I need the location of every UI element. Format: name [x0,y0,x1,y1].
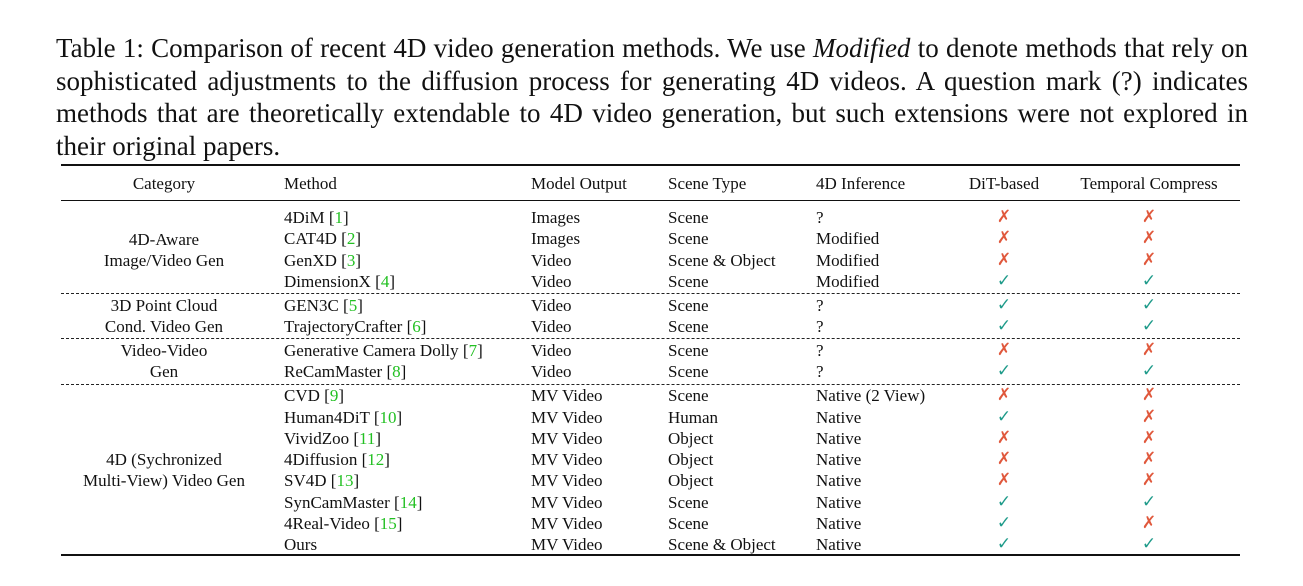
method-name: GEN3C [284,296,339,315]
header-dit-based: DiT-based [968,174,1040,193]
cross-icon: ✗ [1141,513,1157,533]
model-output-cell: Video [531,341,572,360]
scene-type-cell: Scene & Object [668,535,776,554]
inference-cell: ? [816,296,824,315]
inference-cell: ? [816,317,824,336]
cross-icon: ✗ [996,207,1012,227]
header-4d-inference: 4D Inference [816,174,906,193]
category-label: Cond. Video Gen [104,317,224,336]
inference-cell: Modified [816,229,880,248]
citation-link[interactable]: 8 [392,362,401,381]
cross-icon: ✗ [996,470,1012,490]
caption-suffix: to denote methods that rely on sophisticated adjustments to the diffusion process for generating 4D videos. A question mark (?) indicates methods that are theoretically extendable to 4D video generation, but such extensions were not explored in their original papers. [56,33,1248,161]
header-rule [61,200,1240,201]
method-name: SV4D [284,471,327,490]
method-cell: SynCamMaster [14] [284,493,423,512]
check-icon: ✓ [996,513,1012,533]
category-label: Multi-View) Video Gen [83,471,245,490]
method-cell: GenXD [3] [284,251,361,270]
model-output-cell: MV Video [531,514,603,533]
check-icon: ✓ [996,271,1012,291]
model-output-cell: Video [531,317,572,336]
check-icon: ✓ [996,316,1012,336]
inference-cell: Modified [816,272,880,291]
inference-cell: Native [816,450,862,469]
caption-prefix: Table 1: Comparison of recent 4D video generation methods. We use [56,33,813,63]
inference-cell: ? [816,208,824,227]
model-output-cell: MV Video [531,471,603,490]
scene-type-cell: Human [668,408,719,427]
check-icon: ✓ [1141,271,1157,291]
method-cell: 4DiM [1] [284,208,349,227]
model-output-cell: Images [531,229,581,248]
citation-link[interactable]: 12 [367,450,385,469]
category-label: Video-Video [120,341,208,360]
scene-type-cell: Scene [668,493,709,512]
check-icon: ✓ [996,492,1012,512]
scene-type-cell: Object [668,471,714,490]
cross-icon: ✗ [1141,228,1157,248]
citation-link[interactable]: 3 [346,251,356,270]
method-name: CVD [284,386,320,405]
model-output-cell: Video [531,272,572,291]
cross-icon: ✗ [1141,407,1157,427]
table-top-rule [61,164,1240,166]
check-icon: ✓ [1141,295,1157,315]
method-cell: GEN3C [5] [284,296,363,315]
model-output-cell: MV Video [531,386,603,405]
cross-icon: ✗ [1141,385,1157,405]
inference-cell: Native [816,535,862,554]
header-method: Method [284,174,337,193]
model-output-cell: Images [531,208,581,227]
check-icon: ✓ [996,361,1012,381]
citation-link[interactable]: 4 [380,272,390,291]
method-cell: ReCamMaster [8] [284,362,407,381]
citation-link[interactable]: 6 [412,317,421,336]
citation-link[interactable]: 15 [379,514,397,533]
inference-cell: ? [816,362,824,381]
inference-cell: Native [816,408,862,427]
method-cell: Generative Camera Dolly [7] [284,341,483,360]
method-name: SynCamMaster [284,493,390,512]
citation-link[interactable]: 9 [329,386,339,405]
group-separator [61,384,1240,385]
method-cell: Human4DiT [10] [284,408,403,427]
method-cell: TrajectoryCrafter [6] [284,317,427,336]
model-output-cell: Video [531,362,572,381]
category-label: 4D-Aware [128,230,200,249]
check-icon: ✓ [996,295,1012,315]
cross-icon: ✗ [996,250,1012,270]
header-temporal-compress: Temporal Compress [1080,174,1218,193]
model-output-cell: MV Video [531,408,603,427]
check-icon: ✓ [1141,534,1157,554]
method-name: Ours [284,535,318,554]
method-name: Generative Camera Dolly [284,341,459,360]
method-name: TrajectoryCrafter [284,317,403,336]
header-category: Category [132,174,196,193]
method-cell: VividZoo [11] [284,429,382,448]
scene-type-cell: Scene [668,362,709,381]
scene-type-cell: Scene [668,272,709,291]
model-output-cell: Video [531,251,572,270]
model-output-cell: Video [531,296,572,315]
citation-link[interactable]: 10 [379,408,397,427]
citation-link[interactable]: 1 [334,208,344,227]
method-cell: 4Diffusion [12] [284,450,390,469]
cross-icon: ✗ [996,449,1012,469]
model-output-cell: MV Video [531,535,603,554]
citation-link[interactable]: 14 [399,493,417,512]
method-cell: 4Real-Video [15] [284,514,403,533]
scene-type-cell: Scene [668,317,709,336]
cross-icon: ✗ [996,428,1012,448]
method-name: VividZoo [284,429,350,448]
cross-icon: ✗ [996,340,1012,360]
category-label: Gen [149,362,179,381]
check-icon: ✓ [1141,361,1157,381]
method-name: 4Real-Video [284,514,370,533]
citation-link[interactable]: 13 [336,471,354,490]
method-name: GenXD [284,251,337,270]
header-scene-type: Scene Type [668,174,747,193]
citation-link[interactable]: 5 [348,296,358,315]
citation-link[interactable]: 7 [468,341,478,360]
table-bottom-rule [61,554,1240,556]
scene-type-cell: Scene [668,208,709,227]
table-caption [56,32,1248,162]
inference-cell: ? [816,341,824,360]
check-icon: ✓ [996,534,1012,554]
method-cell: CAT4D [2] [284,229,361,248]
category-label: 3D Point Cloud [110,296,218,315]
cross-icon: ✗ [996,228,1012,248]
method-cell: SV4D [13] [284,471,360,490]
method-cell: DimensionX [4] [284,272,395,291]
inference-cell: Modified [816,251,880,270]
scene-type-cell: Scene [668,341,709,360]
model-output-cell: MV Video [531,493,603,512]
scene-type-cell: Scene [668,296,709,315]
check-icon: ✓ [1141,316,1157,336]
method-name: Human4DiT [284,408,370,427]
method-name: 4Diffusion [284,450,358,469]
inference-cell: Native [816,429,862,448]
method-name: DimensionX [284,272,371,291]
scene-type-cell: Scene & Object [668,251,776,270]
citation-link[interactable]: 2 [346,229,356,248]
inference-cell: Native [816,514,862,533]
inference-cell: Native [816,493,862,512]
check-icon: ✓ [1141,492,1157,512]
model-output-cell: MV Video [531,429,603,448]
cross-icon: ✗ [1141,340,1157,360]
scene-type-cell: Scene [668,229,709,248]
model-output-cell: MV Video [531,450,603,469]
method-name: ReCamMaster [284,362,383,381]
header-model-output: Model Output [531,174,627,193]
scene-type-cell: Scene [668,386,709,405]
cross-icon: ✗ [996,385,1012,405]
cross-icon: ✗ [1141,470,1157,490]
scene-type-cell: Scene [668,514,709,533]
check-icon: ✓ [996,407,1012,427]
scene-type-cell: Object [668,429,714,448]
cross-icon: ✗ [1141,250,1157,270]
method-name: CAT4D [284,229,337,248]
category-label: Image/Video Gen [103,251,225,270]
cross-icon: ✗ [1141,428,1157,448]
method-cell [284,534,317,555]
scene-type-cell: Object [668,450,714,469]
category-label: 4D (Sychronized [106,450,222,469]
cross-icon: ✗ [1141,449,1157,469]
cross-icon: ✗ [1141,207,1157,227]
method-name: 4DiM [284,208,325,227]
citation-link[interactable]: 11 [359,429,376,448]
inference-cell: Native [816,471,862,490]
inference-cell: Native (2 View) [816,386,926,405]
caption-italic-term: Modified [812,33,911,63]
method-cell: CVD [9] [284,386,344,405]
